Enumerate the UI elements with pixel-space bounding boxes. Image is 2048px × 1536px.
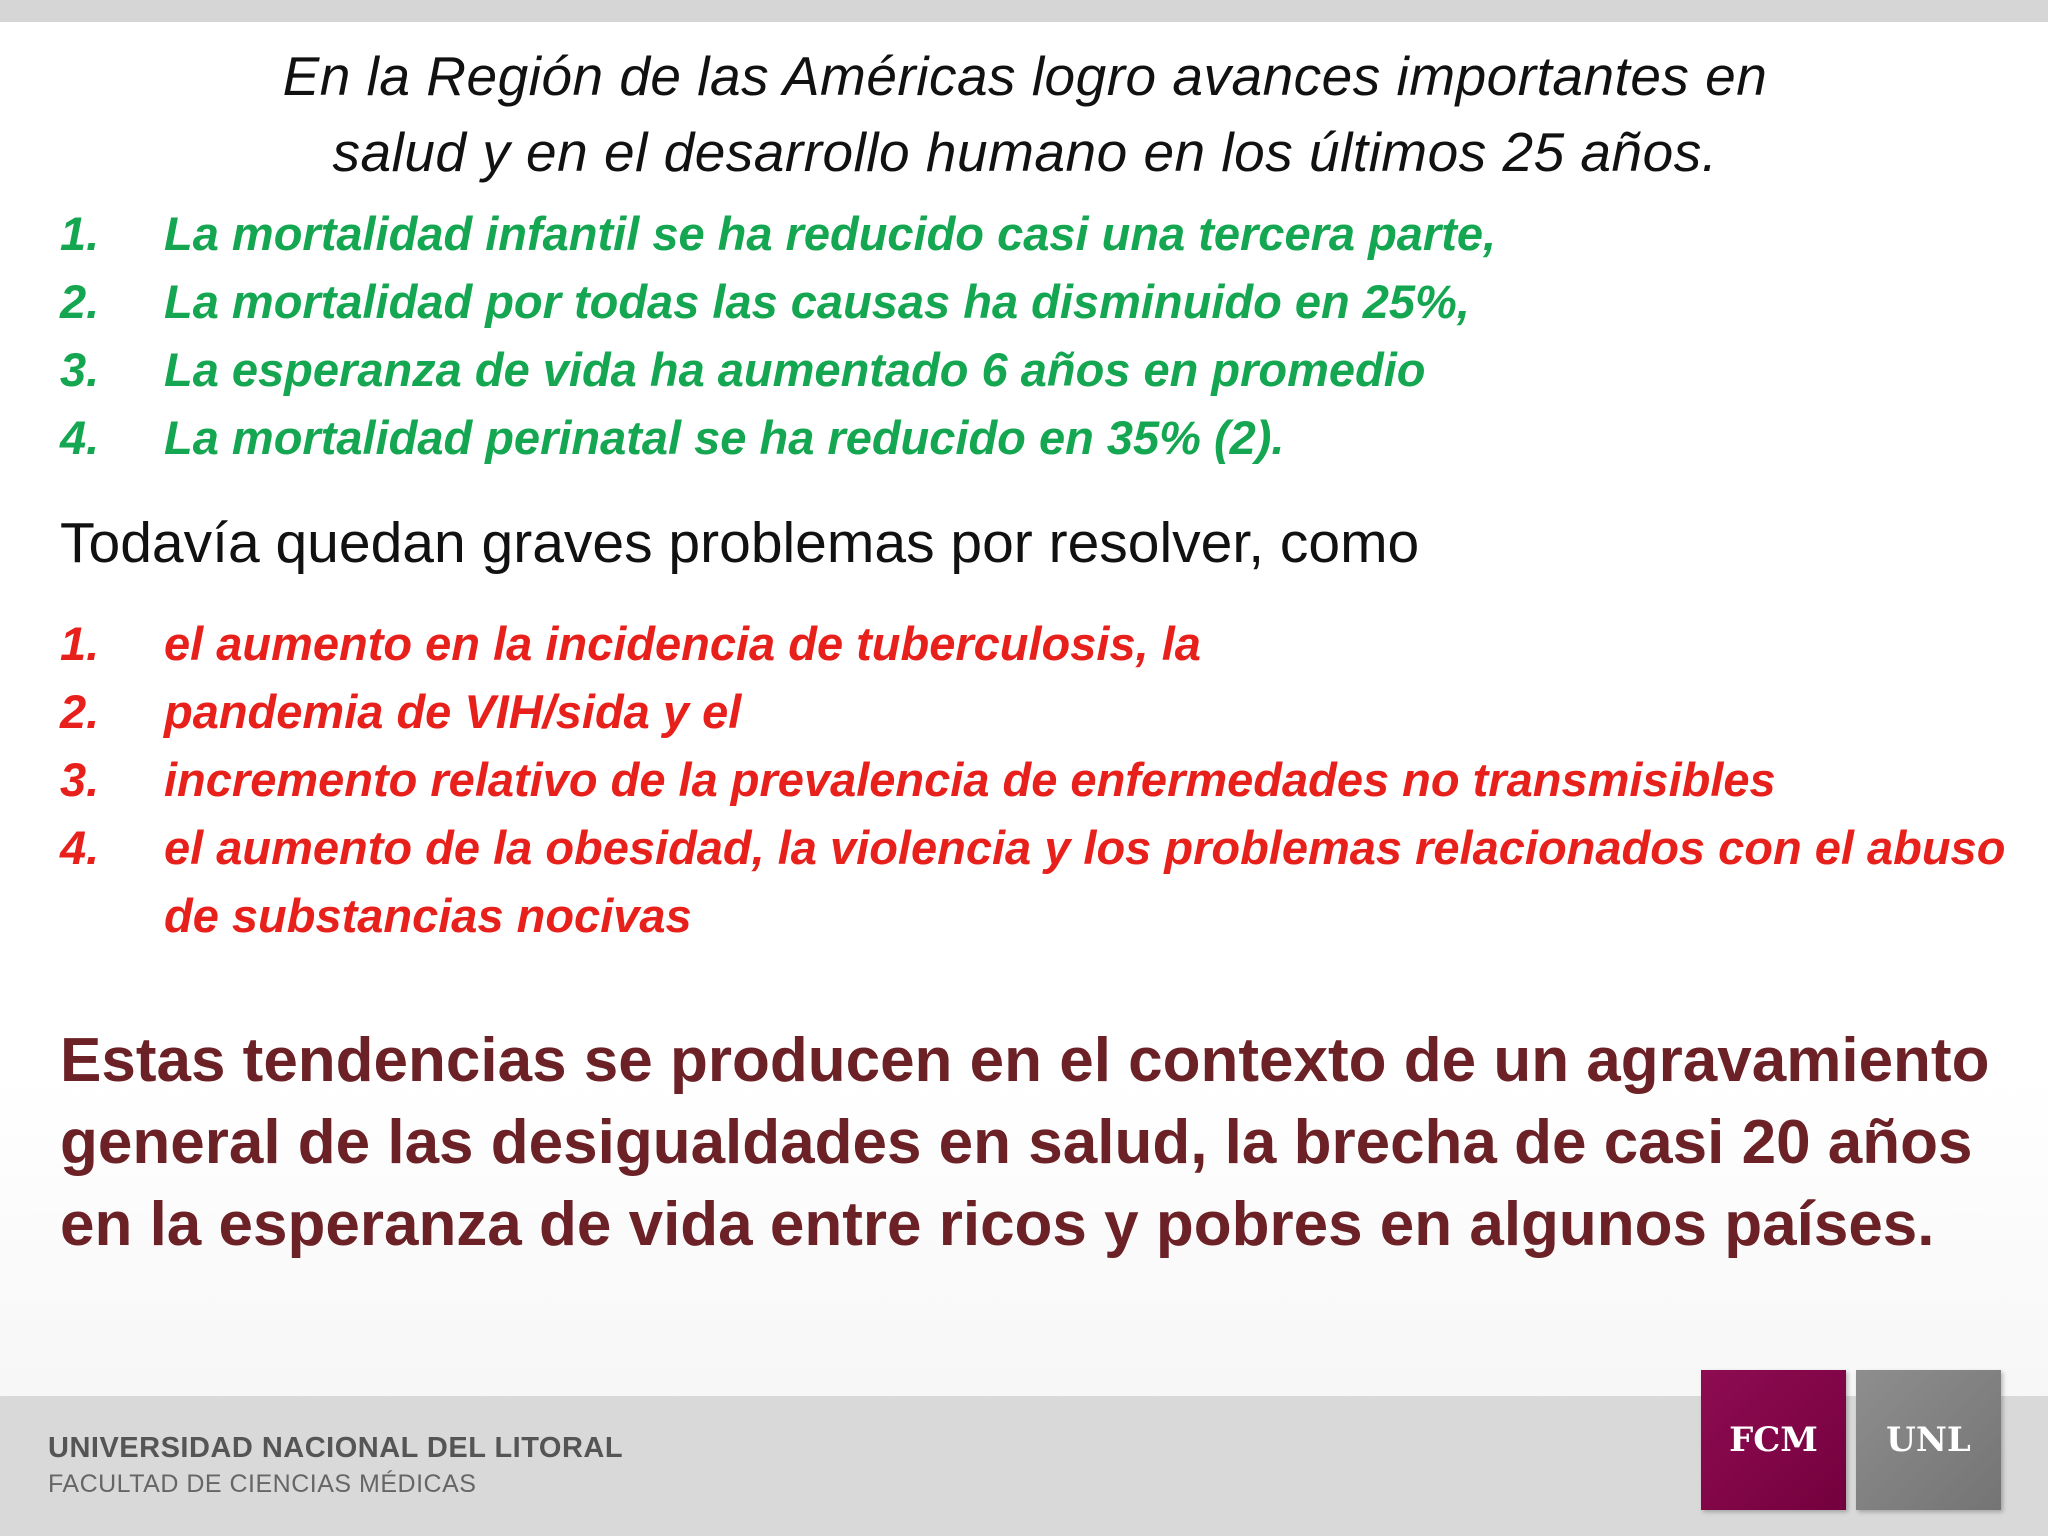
- list-item: [60, 814, 2048, 950]
- list-text: La mortalidad perinatal se ha reducido en 35% (2).: [164, 411, 1285, 464]
- achievements-list: [60, 200, 1496, 472]
- list-text: La esperanza de vida ha aumentado 6 años en promedio: [164, 343, 1426, 396]
- list-number: 1.: [60, 617, 100, 670]
- list-text: pandemia de VIH/sida y el: [164, 685, 742, 738]
- list-item: [60, 746, 2048, 814]
- title-line-2: salud y en el desarrollo humano en los últimos 25 años.: [332, 121, 1718, 183]
- list-item: [60, 678, 2048, 746]
- list-text: La mortalidad por todas las causas ha disminuido en 25%,: [164, 275, 1470, 328]
- list-number: 2.: [60, 275, 100, 328]
- list-text: el aumento en la incidencia de tuberculosis, la: [164, 617, 1201, 670]
- list-number: 2.: [60, 685, 100, 738]
- list-number: 4.: [60, 821, 100, 874]
- slide-title: [60, 38, 1990, 190]
- unl-logo-text: UNL: [1886, 1420, 1971, 1460]
- top-bar: [0, 0, 2048, 22]
- list-text: La mortalidad infantil se ha reducido casi una tercera parte,: [164, 207, 1497, 260]
- list-item: [60, 610, 2048, 678]
- list-text: incremento relativo de la prevalencia de enfermedades no transmisibles: [164, 753, 1776, 806]
- list-item: [60, 336, 1496, 404]
- list-text: el aumento de la obesidad, la violencia y los problemas relacionados con el abuso de substancias nocivas: [164, 821, 2006, 942]
- conclusion-text: Estas tendencias se producen en el contexto de un agravamiento general de las desigualdades en salud, la brecha de casi 20 años en la esperanza de vida entre ricos y pobres en algunos países.: [60, 1026, 1990, 1259]
- list-item: [60, 200, 1496, 268]
- list-number: 3.: [60, 343, 100, 396]
- list-item: [60, 404, 1496, 472]
- university-name: UNIVERSIDAD NACIONAL DEL LITORAL: [48, 1432, 624, 1464]
- list-number: 1.: [60, 207, 100, 260]
- list-item: [60, 268, 1496, 336]
- faculty-name: FACULTAD DE CIENCIAS MÉDICAS: [48, 1470, 477, 1498]
- fcm-logo: [1701, 1370, 1846, 1510]
- list-number: 3.: [60, 753, 100, 806]
- fcm-logo-text: FCM: [1729, 1420, 1818, 1460]
- unl-logo: [1856, 1370, 2001, 1510]
- title-line-1: En la Región de las Américas logro avances importantes en: [282, 45, 1768, 107]
- list-number: 4.: [60, 411, 100, 464]
- problems-list: [60, 610, 2048, 950]
- subheading: Todavía quedan graves problemas por resolver, como: [60, 511, 1420, 575]
